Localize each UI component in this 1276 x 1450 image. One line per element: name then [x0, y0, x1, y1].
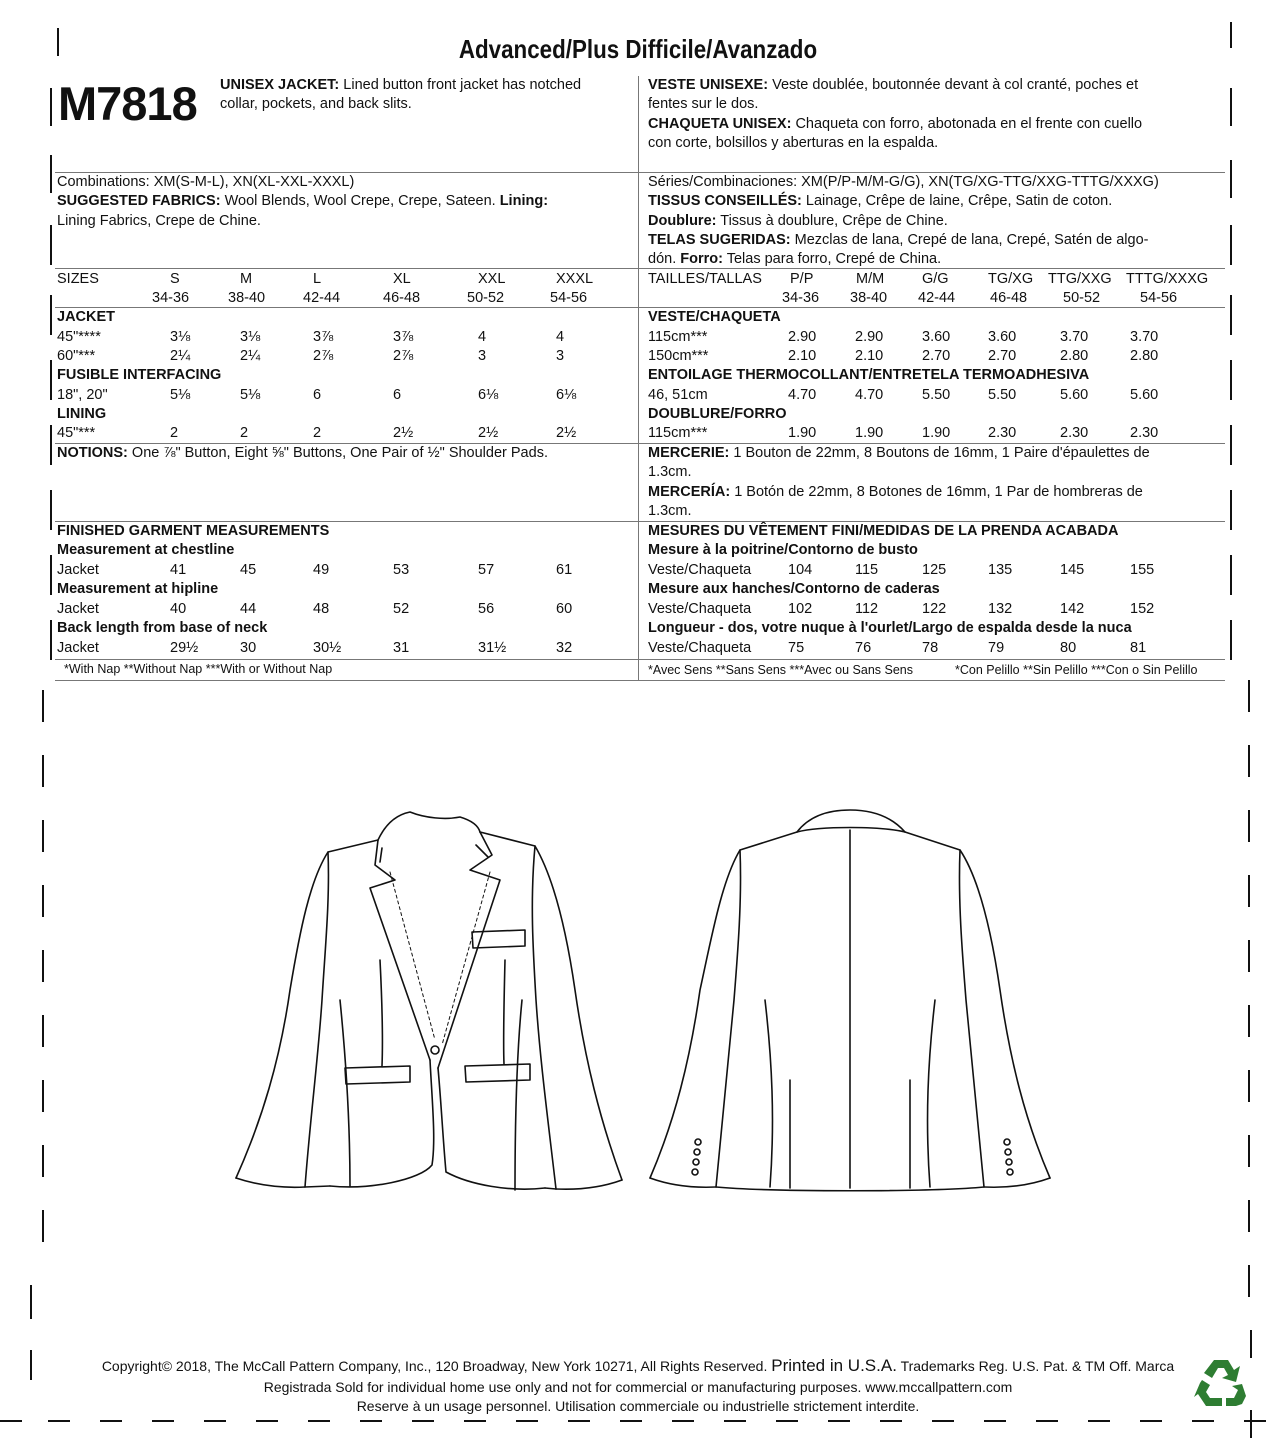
- cell-value: 3⅛: [170, 329, 191, 345]
- size-cell: TTG/XXG: [1048, 271, 1112, 287]
- cell-value: 3.70: [1130, 329, 1159, 345]
- cell-value: 76: [855, 640, 872, 656]
- cell-value: 5.60: [1060, 387, 1089, 403]
- cell-value: 3.60: [988, 329, 1017, 345]
- cell-value: 115: [855, 562, 879, 578]
- poitrine-label: Mesure à la poitrine/Contorno de busto: [648, 542, 918, 558]
- cell-value: 1.90: [855, 425, 884, 441]
- size-cell: XL: [393, 271, 411, 287]
- telas-forro: dón. Forro: Telas para forro, Crepé de China.: [648, 251, 942, 267]
- row-label: 45"***: [57, 425, 96, 441]
- cell-value: 132: [988, 601, 1013, 617]
- cell-value: 2⅞: [393, 348, 414, 364]
- cell-value: 3: [478, 348, 487, 364]
- size-cell: L: [313, 271, 322, 287]
- cell-value: 2.30: [988, 425, 1017, 441]
- cell-value: 80: [1060, 640, 1077, 656]
- cell-value: 125: [922, 562, 947, 578]
- section-veste: VESTE/CHAQUETA: [648, 309, 781, 325]
- column-divider: [638, 76, 639, 680]
- hip-label: Measurement at hipline: [57, 581, 219, 597]
- section-interfacing: FUSIBLE INTERFACING: [57, 367, 222, 383]
- size-cell: S: [170, 271, 180, 287]
- merceria-line: 1.3cm.: [648, 503, 692, 519]
- pattern-number: M7818: [58, 77, 197, 130]
- cell-value: 142: [1060, 601, 1085, 617]
- size-cell: G/G: [922, 271, 949, 287]
- cell-value: 30: [240, 640, 257, 656]
- row-label: Jacket: [57, 562, 99, 578]
- cell-value: 4: [478, 329, 487, 345]
- cell-value: 155: [1130, 562, 1155, 578]
- cell-value: 78: [922, 640, 939, 656]
- cell-value: 57: [478, 562, 495, 578]
- size-cell: 42-44: [918, 290, 956, 306]
- jacket-front-view: [236, 812, 622, 1190]
- section-jacket: JACKET: [57, 309, 116, 325]
- cell-value: 152: [1130, 601, 1155, 617]
- row-label: Jacket: [57, 601, 99, 617]
- row-label: 150cm***: [648, 348, 709, 364]
- es-footnote: *Con Pelillo **Sin Pelillo ***Con o Sin Pelillo: [955, 663, 1198, 677]
- size-cell: P/P: [790, 271, 814, 287]
- size-cell: TTTG/XXXG: [1126, 271, 1209, 287]
- cell-value: 2: [313, 425, 322, 441]
- cell-value: 4: [556, 329, 565, 345]
- cell-value: 2.30: [1130, 425, 1159, 441]
- cell-value: 29½: [170, 640, 199, 656]
- size-cell: 38-40: [228, 290, 266, 306]
- copyright-line: Copyright© 2018, The McCall Pattern Company, Inc., 120 Broadway, New York 10271, All Rights Reserved. Printed in U.S.A. Trademarks Reg. U.S. Pat. & TM Off. Marca: [101, 1356, 1175, 1375]
- back-length-label: Back length from base of neck: [57, 620, 268, 636]
- cell-value: 49: [313, 562, 330, 578]
- cell-value: 2.10: [788, 348, 817, 364]
- row-label: 46, 51cm: [648, 387, 708, 403]
- section-lining: LINING: [57, 406, 107, 422]
- finished-measurements-header: FINISHED GARMENT MEASUREMENTS: [57, 523, 330, 539]
- cell-value: 30½: [313, 640, 342, 656]
- row-label: 60"***: [57, 348, 96, 364]
- cell-value: 81: [1130, 640, 1147, 656]
- cell-value: 2.90: [855, 329, 884, 345]
- cell-value: 2½: [556, 425, 577, 441]
- suggested-fabrics: SUGGESTED FABRICS: Wool Blends, Wool Crepe, Crepe, Sateen. Lining:: [57, 193, 549, 209]
- row-label: Veste/Chaqueta: [648, 640, 752, 656]
- merceria: MERCERÍA: 1 Botón de 22mm, 8 Botones de 16mm, 1 Par de hombreras de: [648, 484, 1143, 500]
- cell-value: 104: [788, 562, 813, 578]
- cell-value: 40: [170, 601, 187, 617]
- section-entoilage: ENTOILAGE THERMOCOLLANT/ENTRETELA TERMOADHESIVA: [648, 367, 1090, 383]
- cell-value: 2.10: [855, 348, 884, 364]
- fr-description-line: fentes sur le dos.: [648, 96, 759, 112]
- recycle-icon: [1194, 1356, 1248, 1408]
- size-cell: XXXL: [556, 271, 594, 287]
- telas-sugeridas: TELAS SUGERIDAS: Mezclas de lana, Crepé de lana, Crepé, Satén de algo-: [648, 232, 1149, 248]
- cell-value: 79: [988, 640, 1005, 656]
- size-cell: 34-36: [782, 290, 820, 306]
- cell-value: 6⅛: [556, 387, 577, 403]
- row-label: 115cm***: [648, 329, 708, 345]
- page-title: Advanced/Plus Difficile/Avanzado: [458, 34, 818, 64]
- cell-value: 145: [1060, 562, 1085, 578]
- cell-value: 3.70: [1060, 329, 1089, 345]
- cell-value: 3: [556, 348, 565, 364]
- longueur-label: Longueur - dos, votre nuque à l'ourlet/Largo de espalda desde la nuca: [648, 620, 1132, 636]
- cell-value: 4.70: [788, 387, 817, 403]
- cell-value: 52: [393, 601, 410, 617]
- cell-value: 3.60: [922, 329, 951, 345]
- size-cell: M/M: [856, 271, 885, 287]
- size-cell: 50-52: [1063, 290, 1101, 306]
- cell-value: 2.30: [1060, 425, 1089, 441]
- cell-value: 2⅞: [313, 348, 334, 364]
- hanches-label: Mesure aux hanches/Contorno de caderas: [648, 581, 940, 597]
- fr-description: VESTE UNISEXE: Veste doublée, boutonnée devant à col cranté, poches et: [648, 77, 1139, 93]
- cell-value: 2½: [478, 425, 499, 441]
- cell-value: 1.90: [788, 425, 817, 441]
- cell-value: 2¼: [170, 348, 191, 364]
- row-label: 115cm***: [648, 425, 708, 441]
- cell-value: 2: [240, 425, 249, 441]
- cell-value: 32: [556, 640, 573, 656]
- section-doublure: DOUBLURE/FORRO: [648, 406, 787, 422]
- mercerie: MERCERIE: 1 Bouton de 22mm, 8 Boutons de 16mm, 1 Paire d'épaulettes de: [648, 445, 1150, 461]
- description: UNISEX JACKET: Lined button front jacket has notched: [220, 77, 582, 93]
- combinations: Combinations: XM(S-M-L), XN(XL-XXL-XXXL): [57, 174, 355, 190]
- usage-line: Registrada Sold for individual home use only and not for commercial or manufacturing purposes. www.mccallpattern.com: [263, 1379, 1013, 1395]
- row-label: 45"****: [57, 329, 101, 345]
- cell-value: 53: [393, 562, 410, 578]
- cell-value: 2.80: [1060, 348, 1089, 364]
- row-label: 18", 20": [57, 387, 108, 403]
- jacket-back-view: [650, 810, 1050, 1191]
- cell-value: 45: [240, 562, 257, 578]
- cell-value: 2.70: [922, 348, 951, 364]
- cell-value: 48: [313, 601, 330, 617]
- cell-value: 61: [556, 562, 573, 578]
- doublure: Doublure: Tissus à doublure, Crêpe de Chine.: [648, 213, 948, 229]
- cell-value: 2½: [393, 425, 414, 441]
- size-cell: 46-48: [990, 290, 1028, 306]
- reserve-line: Reserve à un usage personnel. Utilisation commerciale ou industrielle strictement interdite.: [356, 1398, 920, 1414]
- description-line: collar, pockets, and back slits.: [220, 96, 412, 112]
- row-label: Jacket: [57, 640, 99, 656]
- tissus-conseilles: TISSUS CONSEILLÉS: Lainage, Crêpe de laine, Crêpe, Satin de coton.: [648, 193, 1113, 209]
- size-cell: XXL: [478, 271, 506, 287]
- footnote: *With Nap **Without Nap ***With or Without Nap: [64, 662, 333, 676]
- row-label: Veste/Chaqueta: [648, 601, 752, 617]
- cell-value: 4.70: [855, 387, 884, 403]
- cell-value: 56: [478, 601, 495, 617]
- es-description: CHAQUETA UNISEX: Chaqueta con forro, abotonada en el frente con cuello: [648, 116, 1143, 132]
- size-cell: 38-40: [850, 290, 888, 306]
- cell-value: 6: [313, 387, 322, 403]
- fr-combinations: Séries/Combinaciones: XM(P/P-M/M-G/G), XN(TG/XG-TTG/XXG-TTTG/XXXG): [648, 174, 1159, 190]
- cell-value: 44: [240, 601, 257, 617]
- cell-value: 6: [393, 387, 402, 403]
- cell-value: 2.80: [1130, 348, 1159, 364]
- row-label: Veste/Chaqueta: [648, 562, 752, 578]
- size-cell: 50-52: [467, 290, 505, 306]
- lining-fabrics: Lining Fabrics, Crepe de Chine.: [57, 213, 261, 229]
- size-cell: 46-48: [383, 290, 421, 306]
- cell-value: 60: [556, 601, 573, 617]
- cell-value: 2¼: [240, 348, 261, 364]
- cell-value: 1.90: [922, 425, 951, 441]
- size-cell: 42-44: [303, 290, 341, 306]
- fr-sizes-header: TAILLES/TALLAS: [648, 271, 762, 287]
- cell-value: 5.50: [988, 387, 1017, 403]
- notions: NOTIONS: One ⅞" Button, Eight ⅝" Buttons, One Pair of ½" Shoulder Pads.: [57, 445, 548, 461]
- cell-value: 75: [788, 640, 805, 656]
- cell-value: 41: [170, 562, 187, 578]
- cell-value: 31: [393, 640, 410, 656]
- sizes-header: SIZES: [57, 271, 99, 287]
- cell-value: 2.70: [988, 348, 1017, 364]
- cell-value: 5⅛: [240, 387, 261, 403]
- es-description-line: con corte, bolsillos y aberturas en la espalda.: [648, 135, 939, 151]
- cell-value: 31½: [478, 640, 507, 656]
- cell-value: 5.50: [922, 387, 951, 403]
- cell-value: 122: [922, 601, 947, 617]
- cell-value: 2: [170, 425, 179, 441]
- divider: [55, 268, 1225, 269]
- cell-value: 5.60: [1130, 387, 1159, 403]
- cell-value: 3⅞: [393, 329, 414, 345]
- cell-value: 2.90: [788, 329, 817, 345]
- size-cell: M: [240, 271, 253, 287]
- size-cell: 54-56: [1140, 290, 1178, 306]
- mercerie-line: 1.3cm.: [648, 464, 692, 480]
- cell-value: 102: [788, 601, 813, 617]
- jacket-technical-drawings: [0, 790, 1276, 1210]
- cell-value: 3⅞: [313, 329, 334, 345]
- cell-value: 6⅛: [478, 387, 499, 403]
- cell-value: 3⅛: [240, 329, 261, 345]
- size-cell: 34-36: [152, 290, 190, 306]
- fr-footnote: *Avec Sens **Sans Sens ***Avec ou Sans Sens: [648, 663, 913, 677]
- cell-value: 112: [855, 601, 879, 617]
- mesures-header: MESURES DU VÊTEMENT FINI/MEDIDAS DE LA PRENDA ACABADA: [648, 523, 1119, 539]
- chest-label: Measurement at chestline: [57, 542, 235, 558]
- size-cell: TG/XG: [988, 271, 1034, 287]
- size-cell: 54-56: [550, 290, 588, 306]
- cell-value: 135: [988, 562, 1013, 578]
- cell-value: 5⅛: [170, 387, 191, 403]
